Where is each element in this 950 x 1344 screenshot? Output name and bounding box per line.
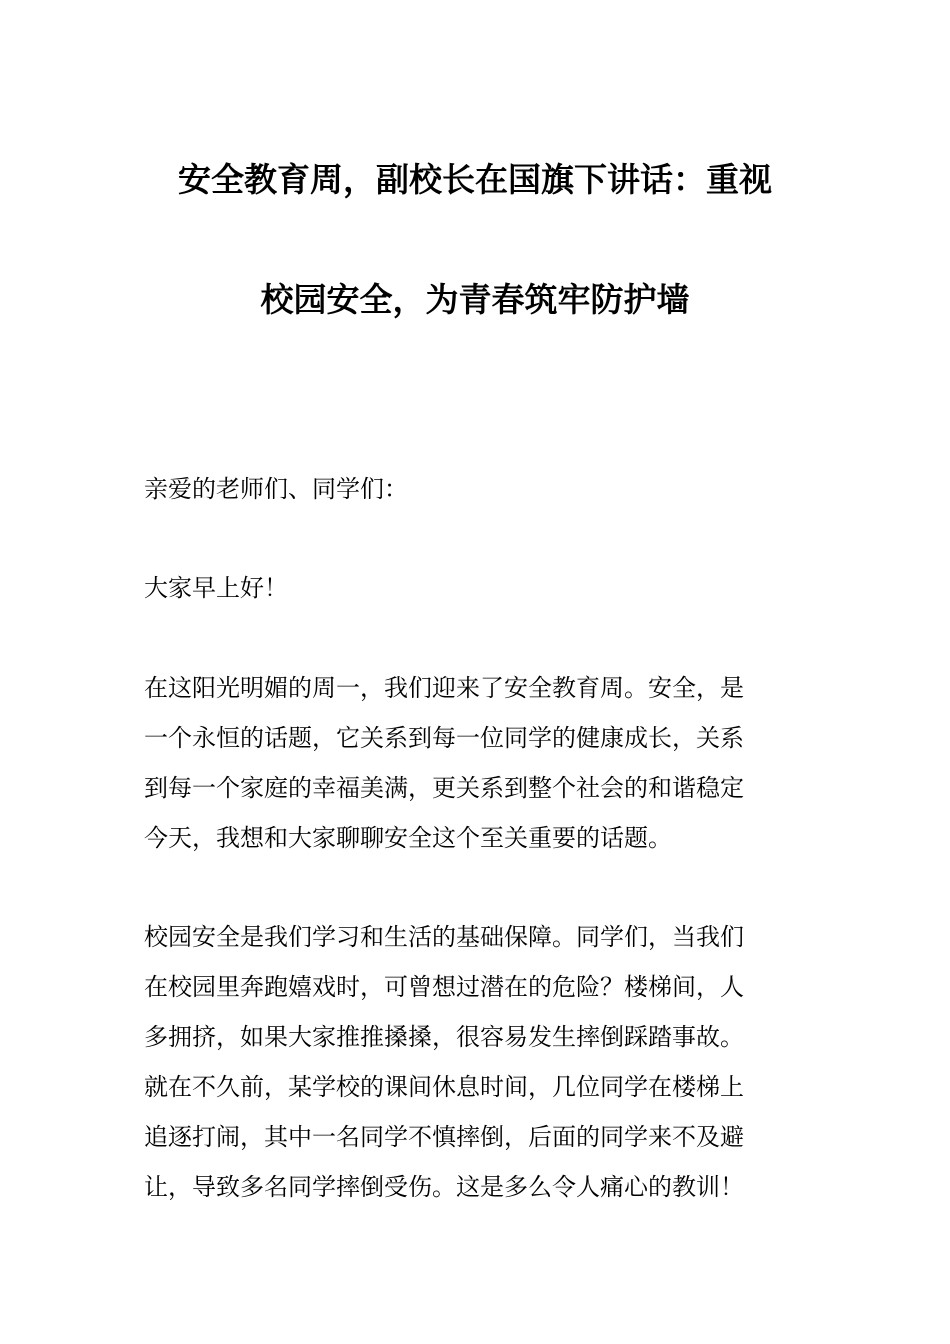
paragraph-2-line: 就在不久前，某学校的课间休息时间，几位同学在楼梯上 <box>144 1073 744 1101</box>
paragraph-2-line: 校园安全是我们学习和生活的基础保障。同学们，当我们 <box>144 923 744 951</box>
paragraph-2-line: 追逐打闹，其中一名同学不慎摔倒，后面的同学来不及避 <box>144 1123 744 1151</box>
paragraph-1-line: 一个永恒的话题，它关系到每一位同学的健康成长，关系 <box>144 724 744 752</box>
paragraph-2-line: 让，导致多名同学摔倒受伤。这是多么令人痛心的教训！ <box>144 1173 744 1201</box>
paragraph-2-line: 在校园里奔跑嬉戏时，可曾想过潜在的危险？楼梯间，人 <box>144 973 744 1001</box>
paragraph-2-line: 多拥挤，如果大家推推搡搡，很容易发生摔倒踩踏事故。 <box>144 1023 744 1051</box>
paragraph-1-line: 今天，我想和大家聊聊安全这个至关重要的话题。 <box>144 824 672 852</box>
paragraph-1-line: 到每一个家庭的幸福美满，更关系到整个社会的和谐稳定 <box>144 774 744 802</box>
paragraph-1 <box>144 663 808 863</box>
paragraph-1-line: 在这阳光明媚的周一，我们迎来了安全教育周。安全，是 <box>144 674 744 702</box>
paragraph-2 <box>144 912 808 1212</box>
document-title-line-2: 校园安全，为青春筑牢防护墙 <box>260 280 690 319</box>
greeting: 亲爱的老师们、同学们： <box>144 475 408 503</box>
salutation: 大家早上好！ <box>144 574 288 602</box>
document-title-line-1: 安全教育周，副校长在国旗下讲话：重视 <box>178 160 772 199</box>
